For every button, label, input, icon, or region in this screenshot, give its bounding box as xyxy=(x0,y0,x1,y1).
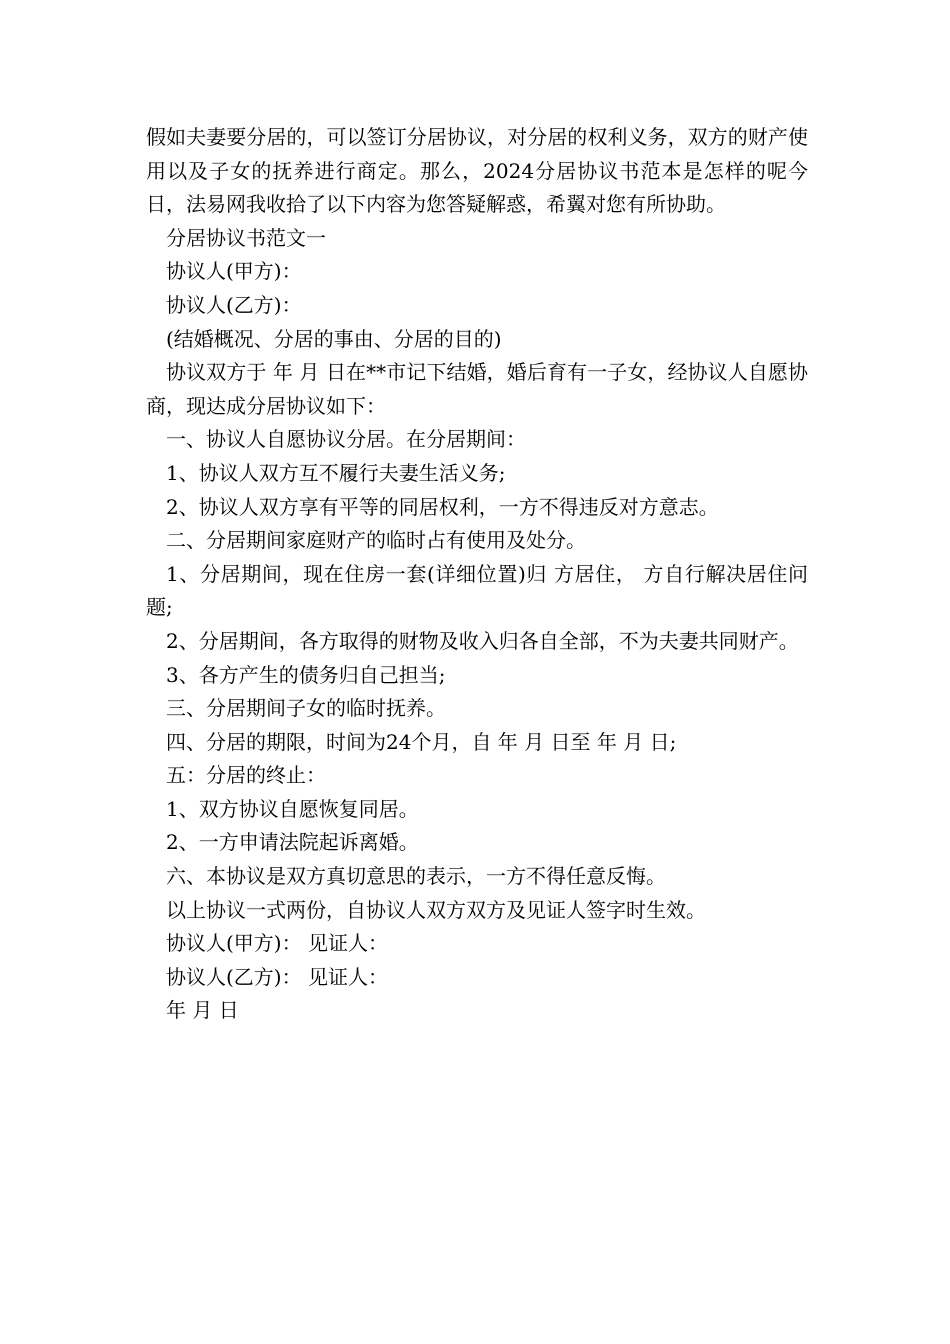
date-line: 年 月 日 xyxy=(166,998,239,1023)
party-b-line: 协议人(乙方)： xyxy=(166,292,302,317)
document-body xyxy=(146,121,808,1028)
effect-statement: 以上协议一式两份，自协议人双方双方及见证人签字时生效。 xyxy=(166,897,706,922)
clause-2-item-1: 1、分居期间，现在住房一套(详细位置)归 方居住， 方自行解决居住问题; xyxy=(146,561,808,620)
clause-1-item-2: 2、协议人双方享有平等的同居权利，一方不得违反对方意志。 xyxy=(166,494,719,519)
document-heading: 分居协议书范文一 xyxy=(166,225,326,250)
clause-1-title: 一、协议人自愿协议分居。在分居期间： xyxy=(166,427,526,452)
party-a-line: 协议人(甲方)： xyxy=(166,259,302,284)
clause-4-title: 四、分居的期限，时间为24个月，自 年 月 日至 年 月 日; xyxy=(166,729,677,754)
background-note: (结婚概况、分居的事由、分居的目的) xyxy=(166,326,502,351)
clause-1-item-1: 1、协议人双方互不履行夫妻生活义务; xyxy=(166,460,506,485)
clause-3-title: 三、分居期间子女的临时抚养。 xyxy=(166,696,446,721)
clause-2-title: 二、分居期间家庭财产的临时占有使用及处分。 xyxy=(166,528,586,553)
clause-2-item-3: 3、各方产生的债务归自己担当; xyxy=(166,662,446,687)
clause-6-title: 六、本协议是双方真切意思的表示，一方不得任意反悔。 xyxy=(166,864,666,889)
clause-2-item-2: 2、分居期间，各方取得的财物及收入归各自全部，不为夫妻共同财产。 xyxy=(166,628,799,653)
intro-paragraph: 假如夫妻要分居的，可以签订分居协议，对分居的权利义务，双方的财产使用以及子女的抚养进行商定。那么，2024分居协议书范本是怎样的呢今日，法易网我收拾了以下内容为您答疑解惑，希翼对您有所协助。 xyxy=(146,125,808,217)
clause-5-item-1: 1、双方协议自愿恢复同居。 xyxy=(166,796,419,821)
clause-5-title: 五：分居的终止： xyxy=(166,763,326,788)
signature-line-a: 协议人(甲方)： 见证人： xyxy=(166,931,388,956)
clause-5-item-2: 2、一方申请法院起诉离婚。 xyxy=(166,830,419,855)
preamble-paragraph: 协议双方于 年 月 日在**市记下结婚，婚后育有一子女，经协议人自愿协商，现达成分居协议如下： xyxy=(146,360,808,418)
signature-line-b: 协议人(乙方)： 见证人： xyxy=(166,964,388,989)
